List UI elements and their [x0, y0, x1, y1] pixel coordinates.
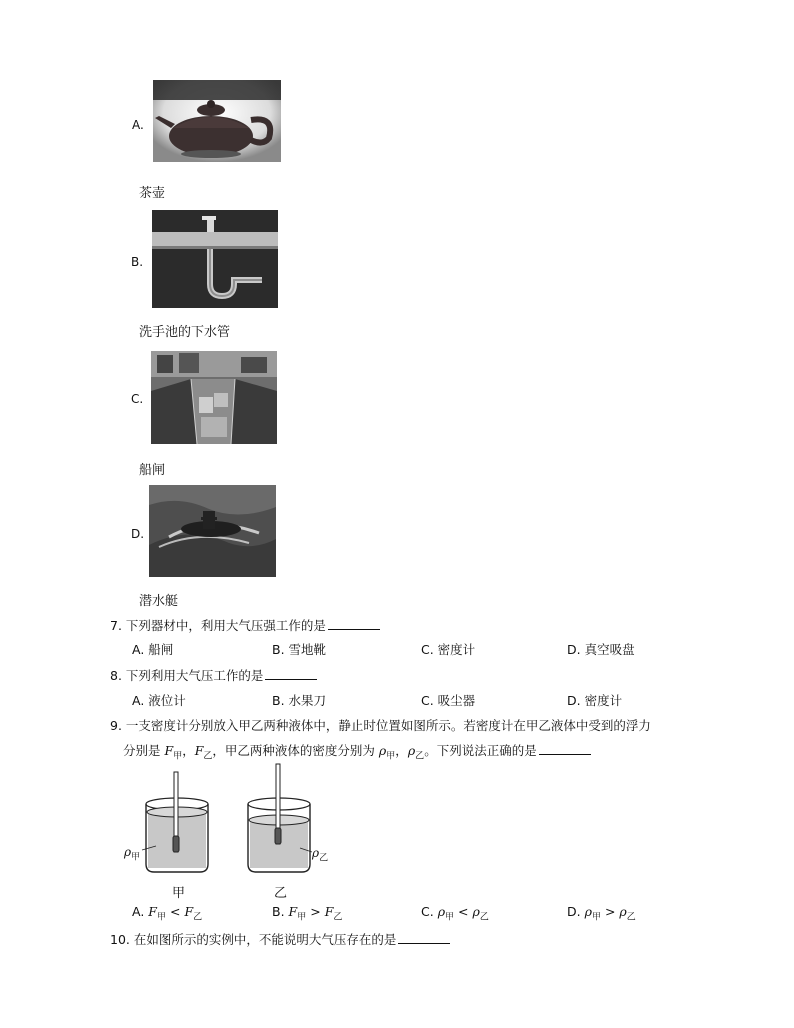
rho-jia-label: $\rho_甲$	[124, 845, 141, 863]
question-8-stem	[110, 668, 317, 684]
option-letter: D.	[131, 527, 145, 541]
option-b: B. 雪地靴	[272, 642, 327, 657]
question-text: 8. 下列利用大气压工作的是	[110, 668, 264, 683]
option-b: B. $F_甲 > F_乙$	[272, 904, 343, 923]
option-caption: 茶壶	[139, 186, 166, 201]
teapot-photo	[153, 80, 281, 162]
option-d: D. $\rho_甲 > \rho_乙$	[567, 904, 636, 923]
answer-blank	[265, 668, 317, 680]
option-c: C. 吸尘器	[421, 693, 476, 708]
answer-blank	[328, 618, 380, 630]
question-9-stem-line-1: 9. 一支密度计分别放入甲乙两种液体中，静止时位置如图所示。若密度计在甲乙液体中受到的浮力	[110, 718, 651, 733]
figure-label-yi: 乙	[274, 886, 288, 901]
sink-drain-pipe-photo	[152, 210, 278, 308]
option-a: A. 液位计	[132, 693, 186, 708]
option-d: D. 密度计	[567, 693, 623, 708]
question-7-stem	[110, 618, 380, 634]
option-caption: 潜水艇	[139, 594, 179, 609]
option-c: C. $\rho_甲 < \rho_乙$	[421, 904, 489, 923]
beaker-jia	[142, 772, 208, 872]
question-9-stem-line-2: 分别是 $F_甲$，$F_乙$，甲乙两种液体的密度分别为 $\rho_甲$，$\rho_乙$。下列说法正确的是	[123, 743, 591, 765]
option-a: A. $F_甲 < F_乙$	[132, 904, 203, 923]
option-a: A. 船闸	[132, 642, 174, 657]
option-caption: 船闸	[139, 463, 166, 478]
beaker-yi	[248, 764, 312, 872]
ship-lock-photo	[151, 351, 277, 444]
question-text: 7. 下列器材中，利用大气压强工作的是	[110, 618, 326, 633]
option-d: D. 真空吸盘	[567, 642, 635, 657]
rho-yi-label: $\rho_乙$	[312, 846, 329, 864]
question-text: 10. 在如图所示的实例中，不能说明大气压存在的是	[110, 932, 397, 947]
option-c: C. 密度计	[421, 642, 476, 657]
option-caption: 洗手池的下水管	[139, 325, 231, 340]
option-letter: B.	[131, 255, 144, 269]
option-b: B. 水果刀	[272, 693, 327, 708]
answer-blank	[539, 743, 591, 755]
answer-blank	[398, 932, 450, 944]
figure-label-jia: 甲	[172, 886, 186, 901]
densimeter-figure	[120, 760, 340, 900]
option-letter: C.	[131, 392, 144, 406]
option-letter: A.	[132, 118, 144, 132]
submarine-photo	[149, 485, 276, 577]
question-10-stem	[110, 932, 450, 948]
